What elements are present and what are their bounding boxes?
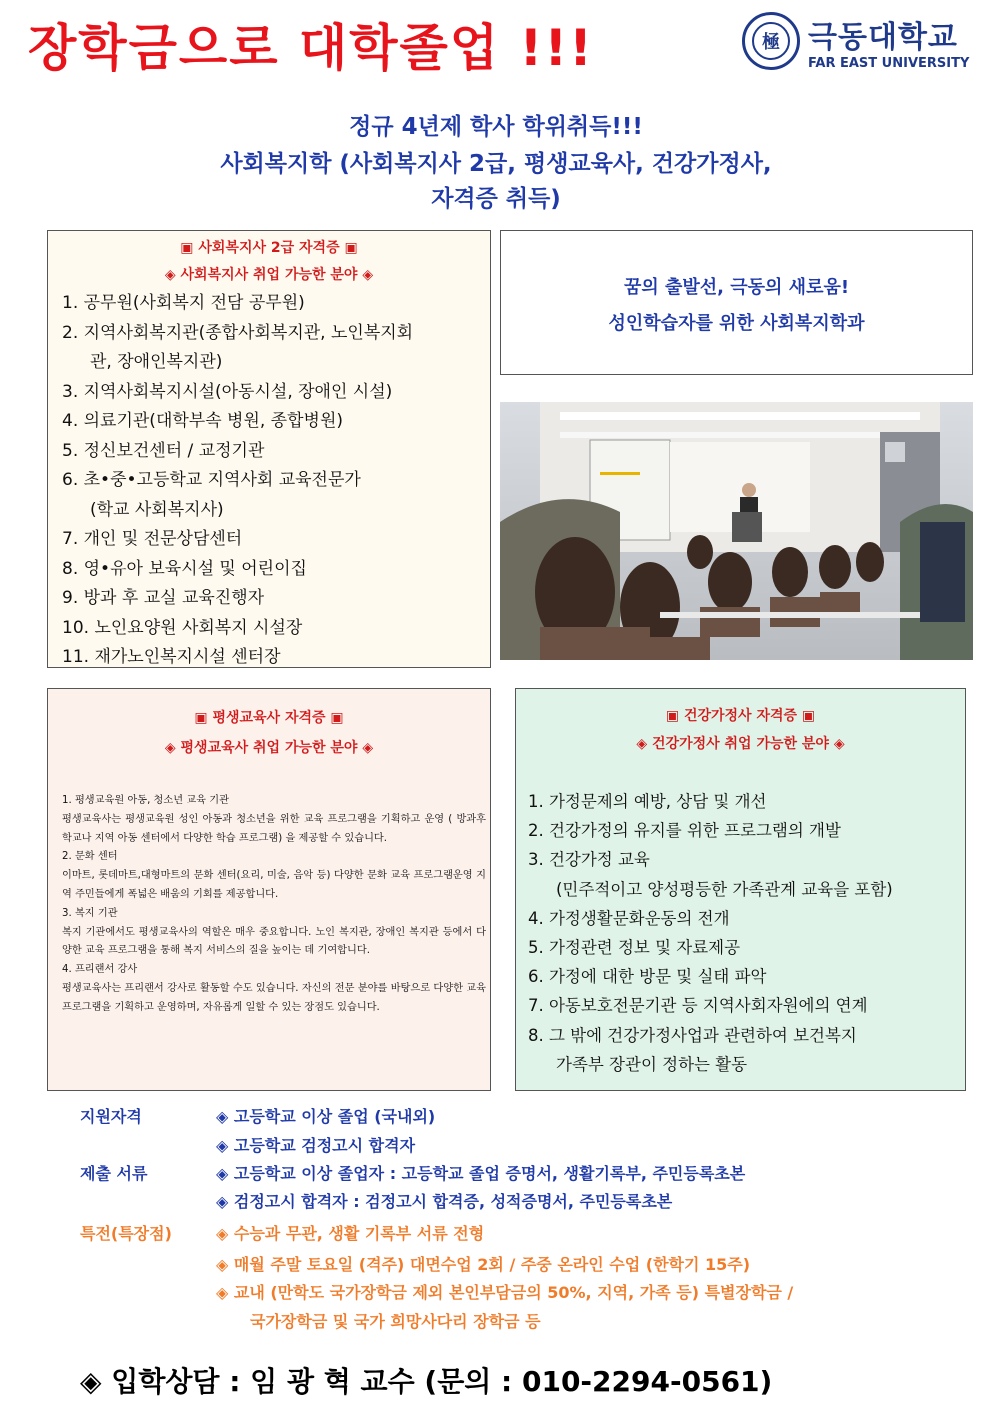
list-item: 관, 장애인복지관) <box>90 352 223 372</box>
list-item: 2. 건강가정의 유지를 위한 프로그램의 개발 <box>528 821 841 841</box>
list-item: 9. 방과 후 교실 교육진행자 <box>62 588 265 608</box>
seal-mark: 極 <box>752 22 790 60</box>
subheading-line-3: 자격증 취득) <box>431 186 561 212</box>
documents-item: ◈ 고등학교 이상 졸업자 : 고등학교 졸업 증명서, 생활기록부, 주민등록초본 <box>216 1164 746 1183</box>
list-item: 7. 개인 및 전문상담센터 <box>62 529 243 549</box>
documents-item: ◈ 검정고시 합격자 : 검정고시 합격증, 성적증명서, 주민등록초본 <box>216 1192 673 1211</box>
benefits-item: 국가장학금 및 국가 희망사다리 장학금 등 <box>250 1312 541 1331</box>
list-item: 8. 영•유아 보육시설 및 어린이집 <box>62 558 307 579</box>
lifelong-education-title: ▣ 평생교육사 자격증 ▣ <box>194 710 344 726</box>
lifelong-education-text <box>54 792 486 1018</box>
university-logo <box>742 12 977 76</box>
list-item: 10. 노인요양원 사회복지 시설장 <box>62 617 303 638</box>
social-welfare-box <box>47 230 491 668</box>
slogan-line-1: 꿈의 출발선, 극동의 새로움! <box>623 277 850 298</box>
section-body: 복지 기관에서도 평생교육사의 역할은 매우 중요합니다. 노인 복지관, 장애인 복지관 등에서 다양한 교육 프로그램을 통해 복지 서비스의 질을 높이는 데 기여합니다. <box>62 926 486 957</box>
slogan-box <box>500 230 973 375</box>
social-welfare-subtitle: ◈ 사회복지사 취업 가능한 분야 ◈ <box>164 267 374 283</box>
social-welfare-list <box>62 289 413 673</box>
list-item: 3. 지역사회복지시설(아동시설, 장애인 시설) <box>62 381 393 402</box>
eligibility-item: ◈ 고등학교 이상 졸업 (국내외) <box>216 1107 436 1126</box>
social-welfare-title: ▣ 사회복지사 2급 자격증 ▣ <box>180 240 358 256</box>
section-heading: 3. 복지 기관 <box>62 907 118 919</box>
university-seal-icon <box>742 12 800 70</box>
university-name-en: FAR EAST UNIVERSITY <box>808 56 970 71</box>
eligibility-label: 지원자격 <box>80 1107 142 1126</box>
lifelong-education-box <box>47 688 491 1091</box>
section-body: 평생교육사는 평생교육원 성인 아동과 청소년을 위한 교육 프로그램을 기획하고 운영 ( 방과후 학교나 지역 아동 센터에서 다양한 학습 프로그램) 을 제공할 수 있습니다. <box>62 813 486 844</box>
list-item: 4. 의료기관(대학부속 병원, 종합병원) <box>62 411 344 431</box>
section-body: 이마트, 롯데마트,대형마트의 문화 센터(요리, 미술, 음악 등) 다양한 문화 교육 프로그램운영 지역 주민들에게 폭넓은 배움의 기회를 제공합니다. <box>62 870 486 900</box>
benefits-item: ◈ 매월 주말 토요일 (격주) 대면수업 2회 / 주중 온라인 수업 (한학기 15주) <box>216 1255 751 1274</box>
list-item: 7. 아동보호전문기관 등 지역사회자원에의 연계 <box>528 996 868 1016</box>
subheading-line-2: 사회복지학 (사회복지사 2급, 평생교육사, 건강가정사, <box>220 151 772 177</box>
healthy-family-list <box>528 787 893 1079</box>
list-item: 8. 그 밖에 건강가정사업과 관련하여 보건복지 <box>528 1025 857 1045</box>
section-heading: 1. 평생교육원 아동, 청소년 교육 기관 <box>62 795 229 806</box>
list-item: 가족부 장관이 정하는 활동 <box>556 1054 748 1074</box>
section-heading: 2. 문화 센터 <box>62 851 118 863</box>
section-body: 평생교육사는 프리랜서 강사로 활동할 수도 있습니다. 자신의 전문 분야를 바탕으로 다양한 교육 프로그램을 기획하고 운영하며, 자유롭게 일할 수 있는 장점도 있습니다. <box>62 982 486 1013</box>
list-item: 1. 공무원(사회복지 전담 공무원) <box>62 293 305 313</box>
list-item: 3. 건강가정 교육 <box>528 850 650 870</box>
page-headline: 장학금으로 대학졸업 !!! <box>28 19 594 77</box>
benefits-item: ◈ 교내 (만학도 국가장학금 제외 본인부담금의 50%, 지역, 가족 등) 특별장학금 / <box>216 1283 794 1302</box>
healthy-family-box <box>515 688 966 1091</box>
list-item: 5. 정신보건센터 / 교정기관 <box>62 440 265 461</box>
healthy-family-title: ▣ 건강가정사 자격증 ▣ <box>665 708 816 724</box>
benefits-item: ◈ 수능과 무관, 생활 기록부 서류 전형 <box>216 1224 485 1243</box>
list-item: 2. 지역사회복지관(종합사회복지관, 노인복지회 <box>62 322 414 343</box>
list-item: 6. 초•중•고등학교 지역사회 교육전문가 <box>62 470 361 490</box>
classroom-photo <box>500 402 973 660</box>
subheading-line-1: 정규 4년제 학사 학위취득!!! <box>349 114 643 140</box>
admission-contact: ◈ 입학상담 : 임 광 혁 교수 (문의 : 010-2294-0561) <box>80 1365 773 1398</box>
section-heading: 4. 프리랜서 강사 <box>62 964 138 976</box>
documents-label: 제출 서류 <box>80 1164 148 1183</box>
list-item: (학교 사회복지사) <box>90 499 224 520</box>
eligibility-item: ◈ 고등학교 검정고시 합격자 <box>216 1136 416 1155</box>
lifelong-education-subtitle: ◈ 평생교육사 취업 가능한 분야 ◈ <box>164 740 374 756</box>
list-item: 4. 가정생활문화운동의 전개 <box>528 908 730 928</box>
list-item: 11. 재가노인복지시설 센터장 <box>62 647 281 667</box>
healthy-family-subtitle: ◈ 건강가정사 취업 가능한 분야 ◈ <box>636 736 845 752</box>
list-item: (민주적이고 양성평등한 가족관계 교육을 포함) <box>556 879 893 899</box>
university-name-ko: 극동대학교 <box>808 20 958 55</box>
benefits-label: 특전(특장점) <box>80 1224 172 1243</box>
list-item: 1. 가정문제의 예방, 상담 및 개선 <box>528 792 767 811</box>
list-item: 5. 가정관련 정보 및 자료제공 <box>528 937 741 957</box>
slogan-line-2: 성인학습자를 위한 사회복지학과 <box>608 313 865 334</box>
list-item: 6. 가정에 대한 방문 및 실태 파악 <box>528 967 767 987</box>
